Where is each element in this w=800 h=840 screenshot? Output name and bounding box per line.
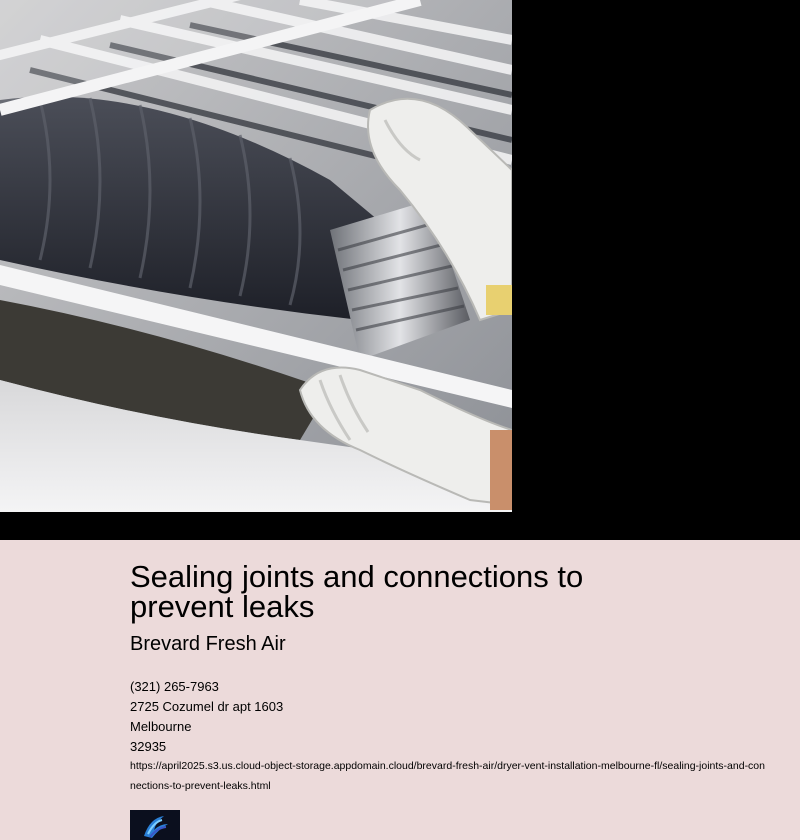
city: Melbourne xyxy=(130,719,192,734)
business-name: Brevard Fresh Air xyxy=(130,633,286,655)
brand-logo-icon xyxy=(130,810,180,840)
page-url: https://april2025.s3.us.cloud-object-storage.appdomain.cloud/brevard-fresh-air/dryer-vent-installation-melbourne-fl/sealing-joints-and-connections-to-prevent-leaks.html xyxy=(130,760,765,792)
contact-block xyxy=(130,677,283,757)
phone-number: (321) 265-7963 xyxy=(130,679,219,694)
hero-image xyxy=(0,0,512,512)
page-title: Sealing joints and connections to prevent leaks xyxy=(130,559,584,624)
street-address: 2725 Cozumel dr apt 1603 xyxy=(130,699,284,714)
info-panel xyxy=(0,540,800,840)
zip-code: 32935 xyxy=(130,739,167,754)
duct-installation-photo xyxy=(0,0,512,512)
